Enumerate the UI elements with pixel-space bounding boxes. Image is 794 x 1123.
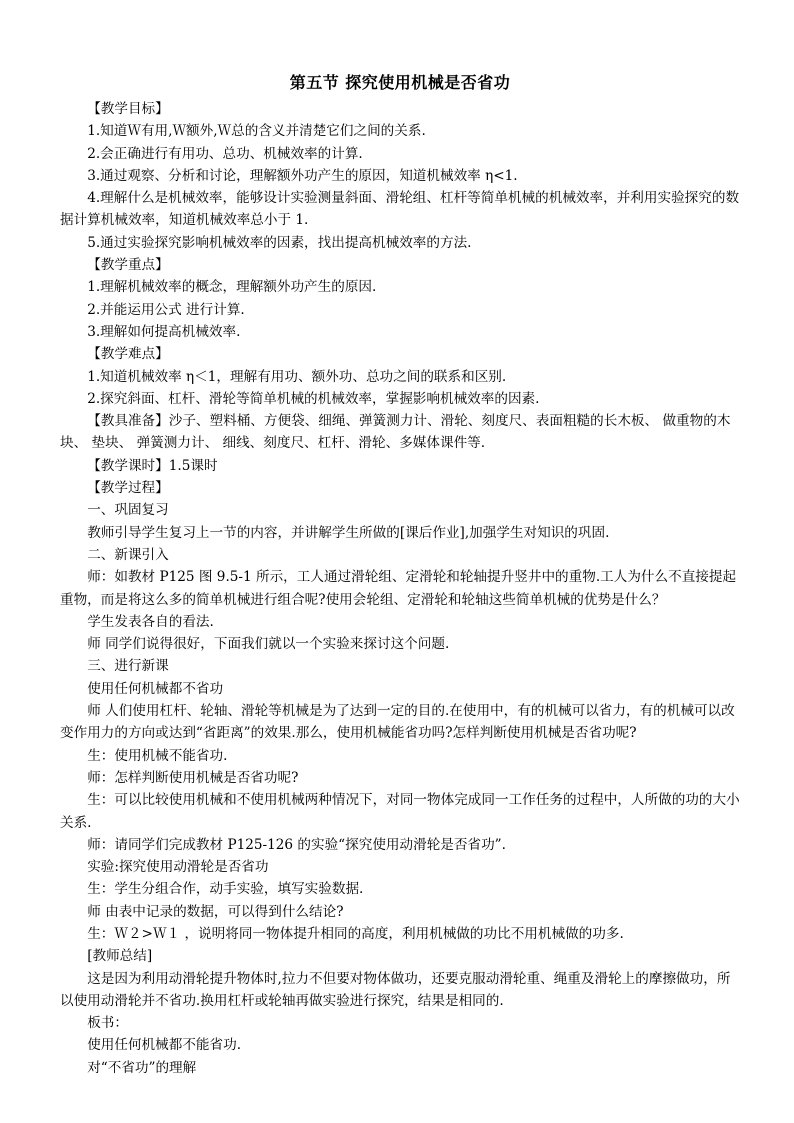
paragraph: 2.会正确进行有用功、总功、机械效率的计算. — [87, 145, 363, 162]
paragraph: 使用任何机械都不省功 — [87, 680, 224, 697]
paragraph: 实验:探究使用动滑轮是否省功 — [87, 859, 269, 876]
paragraph: 师 由表中记录的数据，可以得到什么结论? — [87, 903, 344, 920]
paragraph: 一、巩固复习 — [87, 502, 169, 519]
page-title: 第五节 探究使用机械是否省功 — [289, 73, 511, 92]
paragraph: 师：请同学们完成教材 P125-126 的实验“探究使用动滑轮是否省功”. — [87, 836, 506, 853]
paragraph: 三、进行新课 — [87, 658, 169, 675]
paragraph: 师 同学们说得很好，下面我们就以一个实验来探讨这个问题. — [87, 636, 450, 653]
paragraph: 3.理解如何提高机械效率. — [87, 323, 241, 340]
paragraph: 生：学生分组合作，动手实验，填写实验数据. — [87, 881, 364, 898]
paragraph: 使用任何机械都不能省功. — [87, 1037, 242, 1054]
paragraph: 生：Ｗ２>Ｗ１ ，说明将同一物体提升相同的高度，利用机械做的功比不用机械做的功多. — [87, 925, 624, 942]
paragraph: 5.通过实验探究影响机械效率的因素，找出提高机械效率的方法. — [87, 234, 472, 251]
paragraph: 学生发表各自的看法. — [87, 613, 214, 630]
paragraph: 【教学难点】 — [87, 346, 169, 363]
paragraph: 【教学课时】1.5课时 — [87, 457, 218, 474]
paragraph: 【教学重点】 — [87, 257, 169, 274]
paragraph: 2.探究斜面、杠杆、滑轮等简单机械的机械效率，掌握影响机械效率的因素. — [87, 390, 540, 407]
paragraph: 【教学目标】 — [87, 101, 169, 117]
paragraph: 【教具准备】沙子、塑料桶、方便袋、细绳、弹簧测力计、滑轮、刻度尺、表面粗糙的长木板、 做重物的木块、 垫块、 弹簧测力计、 细线、刻度尺、杠杆、滑轮、多媒体课件等. — [60, 413, 731, 452]
paragraph: 生：使用机械不能省功. — [87, 747, 228, 764]
paragraph: 师：如教材 P125 图 9.5-1 所示，工人通过滑轮组、定滑轮和轮轴提升竖井中的重物.工人为什么不直接提起重物，而是将这么多的简单机械进行组合呢?使用会轮组、定滑轮和轮轴这些简单机械的优势是什么？ — [60, 569, 737, 608]
paragraph: 3.通过观察、分析和讨论，理解额外功产生的原因，知道机械效率 η<1. — [87, 167, 518, 184]
paragraph: 对“不省功”的理解 — [87, 1059, 197, 1076]
paragraph: 1.知道机械效率 η＜1，理解有用功、额外功、总功之间的联系和区别. — [87, 368, 507, 385]
paragraph: 1.理解机械效率的概念，理解额外功产生的原因. — [87, 279, 377, 296]
paragraph: 这是因为利用动滑轮提升物体时,拉力不但要对物体做功，还要克服动滑轮重、绳重及滑轮上的摩擦做功，所以使用动滑轮并不省功.换用杠杆或轮轴再做实验进行探究，结果是相同的. — [60, 970, 731, 1009]
paragraph: 2.并能运用公式 进行计算. — [87, 301, 245, 318]
paragraph: 师：怎样判断使用机械是否省功呢? — [87, 769, 299, 786]
paragraph: 【教学过程】 — [87, 480, 169, 497]
document-page — [60, 72, 740, 1079]
document-body — [60, 98, 740, 1079]
paragraph: [教师总结] — [87, 948, 153, 965]
paragraph: 板书： — [87, 1015, 128, 1032]
paragraph: 师 人们使用杠杆、轮轴、滑轮等机械是为了达到一定的目的.在使用中，有的机械可以省力，有的机械可以改变作用力的方向或达到“省距离”的效果.那么，使用机械能省功吗?怎样判断使用机械是否省功呢? — [60, 703, 735, 742]
paragraph: 生：可以比较使用机械和不使用机械两种情况下，对同一物体完成同一工作任务的过程中，人所做的功的大小关系. — [60, 792, 740, 831]
paragraph: 二、新课引入 — [87, 546, 169, 563]
paragraph: 1.知道Ｗ有用,Ｗ额外,Ｗ总的含义并清楚它们之间的关系. — [87, 123, 426, 140]
paragraph: 教师引导学生复习上一节的内容，并讲解学生所做的[课后作业],加强学生对知识的巩固. — [87, 524, 610, 541]
paragraph: 4.理解什么是机械效率，能够设计实验测量斜面、滑轮组、杠杆等简单机械的机械效率，并利用实验探究的数据计算机械效率，知道机械效率总小于 1. — [60, 190, 740, 229]
